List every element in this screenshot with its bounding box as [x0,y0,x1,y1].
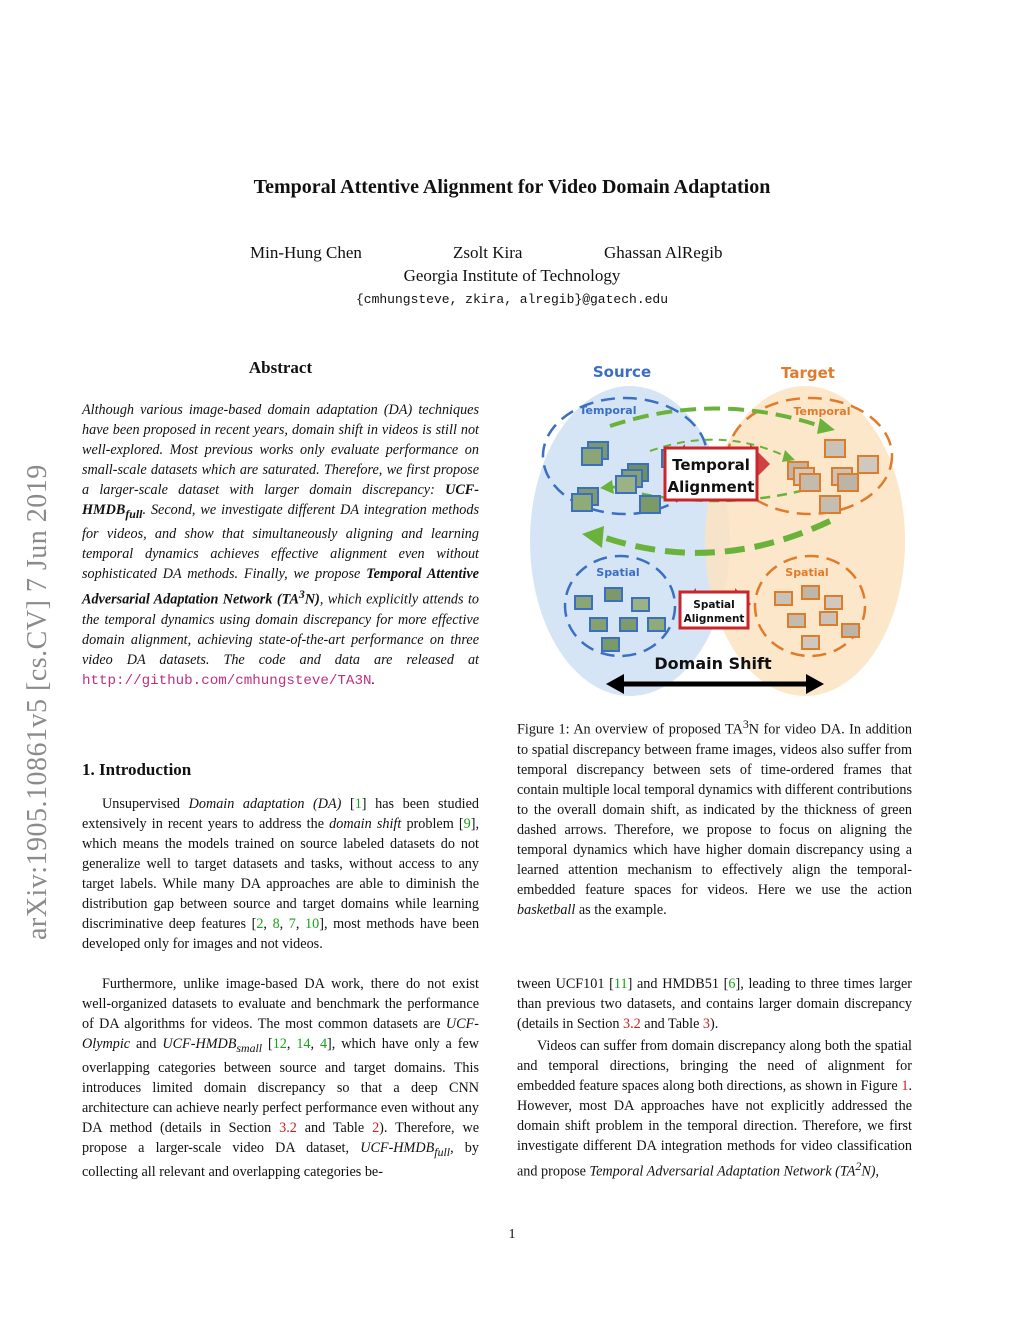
temporal-alignment-text: Temporal [672,456,750,474]
citation[interactable]: 12 [272,1036,287,1052]
paper-title: Temporal Attentive Alignment for Video Domain Adaptation [253,176,771,198]
source-temporal-label: Temporal [579,404,637,417]
citation[interactable]: 10 [305,916,320,932]
abstract-heading: Abstract [248,358,313,377]
right-paragraph-2: Videos can suffer from domain discrepancy along both the spatial and temporal directions, bringing the need of alignment for embedded feature spaces along both directions, as shown in Figure 1. However, most DA approaches have not explicitly addressed the domain shift problem in the temporal direction. Therefore, we first investigate different DA integration methods for video classification and propose Temporal Adversarial Adaptation Network $(TA^2N)$, [517,1038,912,1180]
citation[interactable]: 11 [613,976,628,992]
citation[interactable]: 2 [256,916,264,932]
table-ref[interactable]: 2 [372,1119,380,1136]
citation[interactable]: 14 [296,1036,311,1052]
author-1: Min-Hung Chen [250,243,362,262]
page-number: 1 [508,1227,516,1242]
citation[interactable]: 1 [354,796,362,812]
intro-paragraph-1: Unsupervised Domain adaptation (DA) [1] has been studied extensively in recent years to address the domain shift problem [9], which means the models trained on source labeled datasets do not generalize well to target datasets and tasks, without access to any target labels. While many DA approaches are able to diminish the distribution gap between source and target domains while learning discriminative deep features [2, 8, 7, 10], most methods have been developed only for images and not videos. [82,796,480,952]
table-ref[interactable]: 3 [702,1016,711,1032]
section-ref[interactable]: 3.2 [623,1016,641,1032]
intro-heading: 1. Introduction [82,760,192,779]
author-emails: {cmhungsteve, zkira, alregib}@gatech.edu [355,292,669,307]
affiliation: Georgia Institute of Technology [403,266,621,285]
citation[interactable]: 9 [463,816,471,832]
section-ref[interactable]: 3.2 [279,1119,297,1136]
citation[interactable]: 4 [319,1036,328,1052]
author-2: Zsolt Kira [453,243,523,262]
source-label: Source [592,363,652,381]
target-temporal-label: Temporal [793,405,851,418]
overview-figure [520,356,915,706]
source-domain-region [530,386,730,696]
abstract-body: Although various image-based domain adaptation (DA) techniques have been proposed in recent years, domain shift in videos is still not well-explored. Most previous works only evaluate performance on small-scale datasets which are saturated. Therefore, we first propose a larger-scale dataset with larger domain discrepancy: UCF-$HMDB_{full}$. Second, we investigate different DA integration methods for videos, and show that simultaneously aligning and learning temporal dynamics achieves effective alignment even without sophisticated DA methods. Finally, we propose Temporal Attentive Adversarial Adaptation Network $(TA^3N)$, which explicitly attends to the temporal dynamics using domain discrepancy for more effective domain alignment, achieving state-of-the-art performance on three video DA datasets. The code and data are released at http://github.com/cmhungsteve/TA3N. [82,402,479,689]
target-spatial-label: Spatial [785,566,829,579]
domain-shift-label: Domain Shift [654,654,772,673]
author-3: Ghassan AlRegib [604,243,723,262]
arxiv-side-label: arXiv:1905.10861v5 [cs.CV] 7 Jun 2019 [22,464,53,940]
code-link[interactable]: http://github.com/cmhungsteve/TA3N [82,672,372,689]
figure-ref[interactable]: 1 [901,1078,909,1094]
source-spatial-label: Spatial [596,566,640,579]
right-paragraph-1: tween UCF101 [11] and HMDB51 [6], leading to three times larger than previous two datasets, and contains larger domain discrepancy (details in Section 3.2 and Table 3). [517,976,912,1032]
citation[interactable]: 8 [272,916,280,932]
spatial-alignment-text: Alignment [683,613,745,625]
intro-paragraph-2: Furthermore, unlike image-based DA work, there do not exist well-organized datasets to evaluate and benchmark the performance of DA algorithms for videos. The most common datasets are UCF-Olympic and UCF-$HMDB_{small}$ [12, 14, 4], which have only a few overlapping categories between source and target domains. This introduces limited domain discrepancy so that a deep CNN architecture can achieve nearly perfect performance even without any DA method (details in Section 3.2 and Table 2). Therefore, we propose a larger-scale video DA dataset, UCF-$HMDB_{full}$, by collecting all relevant and overlapping categories be- [82,976,479,1180]
citation[interactable]: 7 [288,916,296,932]
spatial-alignment-text: Spatial [693,599,735,611]
figure-caption: Figure 1: An overview of proposed $TA^3N$ for video DA. In addition to spatial discrepancy between frame images, videos also suffer from temporal discrepancy between sets of time-ordered frames that contain multiple local temporal dynamics with different contributions to the overall domain shift, as indicated by the thickness of green dashed arrows. Therefore, we propose to focus on aligning the temporal dynamics which have higher domain discrepancy using a learned attention mechanism to effectively align the temporal-embedded feature spaces for videos. Here we use the action basketball as the example. [517,717,912,918]
citation[interactable]: 6 [728,976,736,992]
temporal-alignment-text: Alignment [667,478,755,496]
target-label: Target [781,364,835,382]
